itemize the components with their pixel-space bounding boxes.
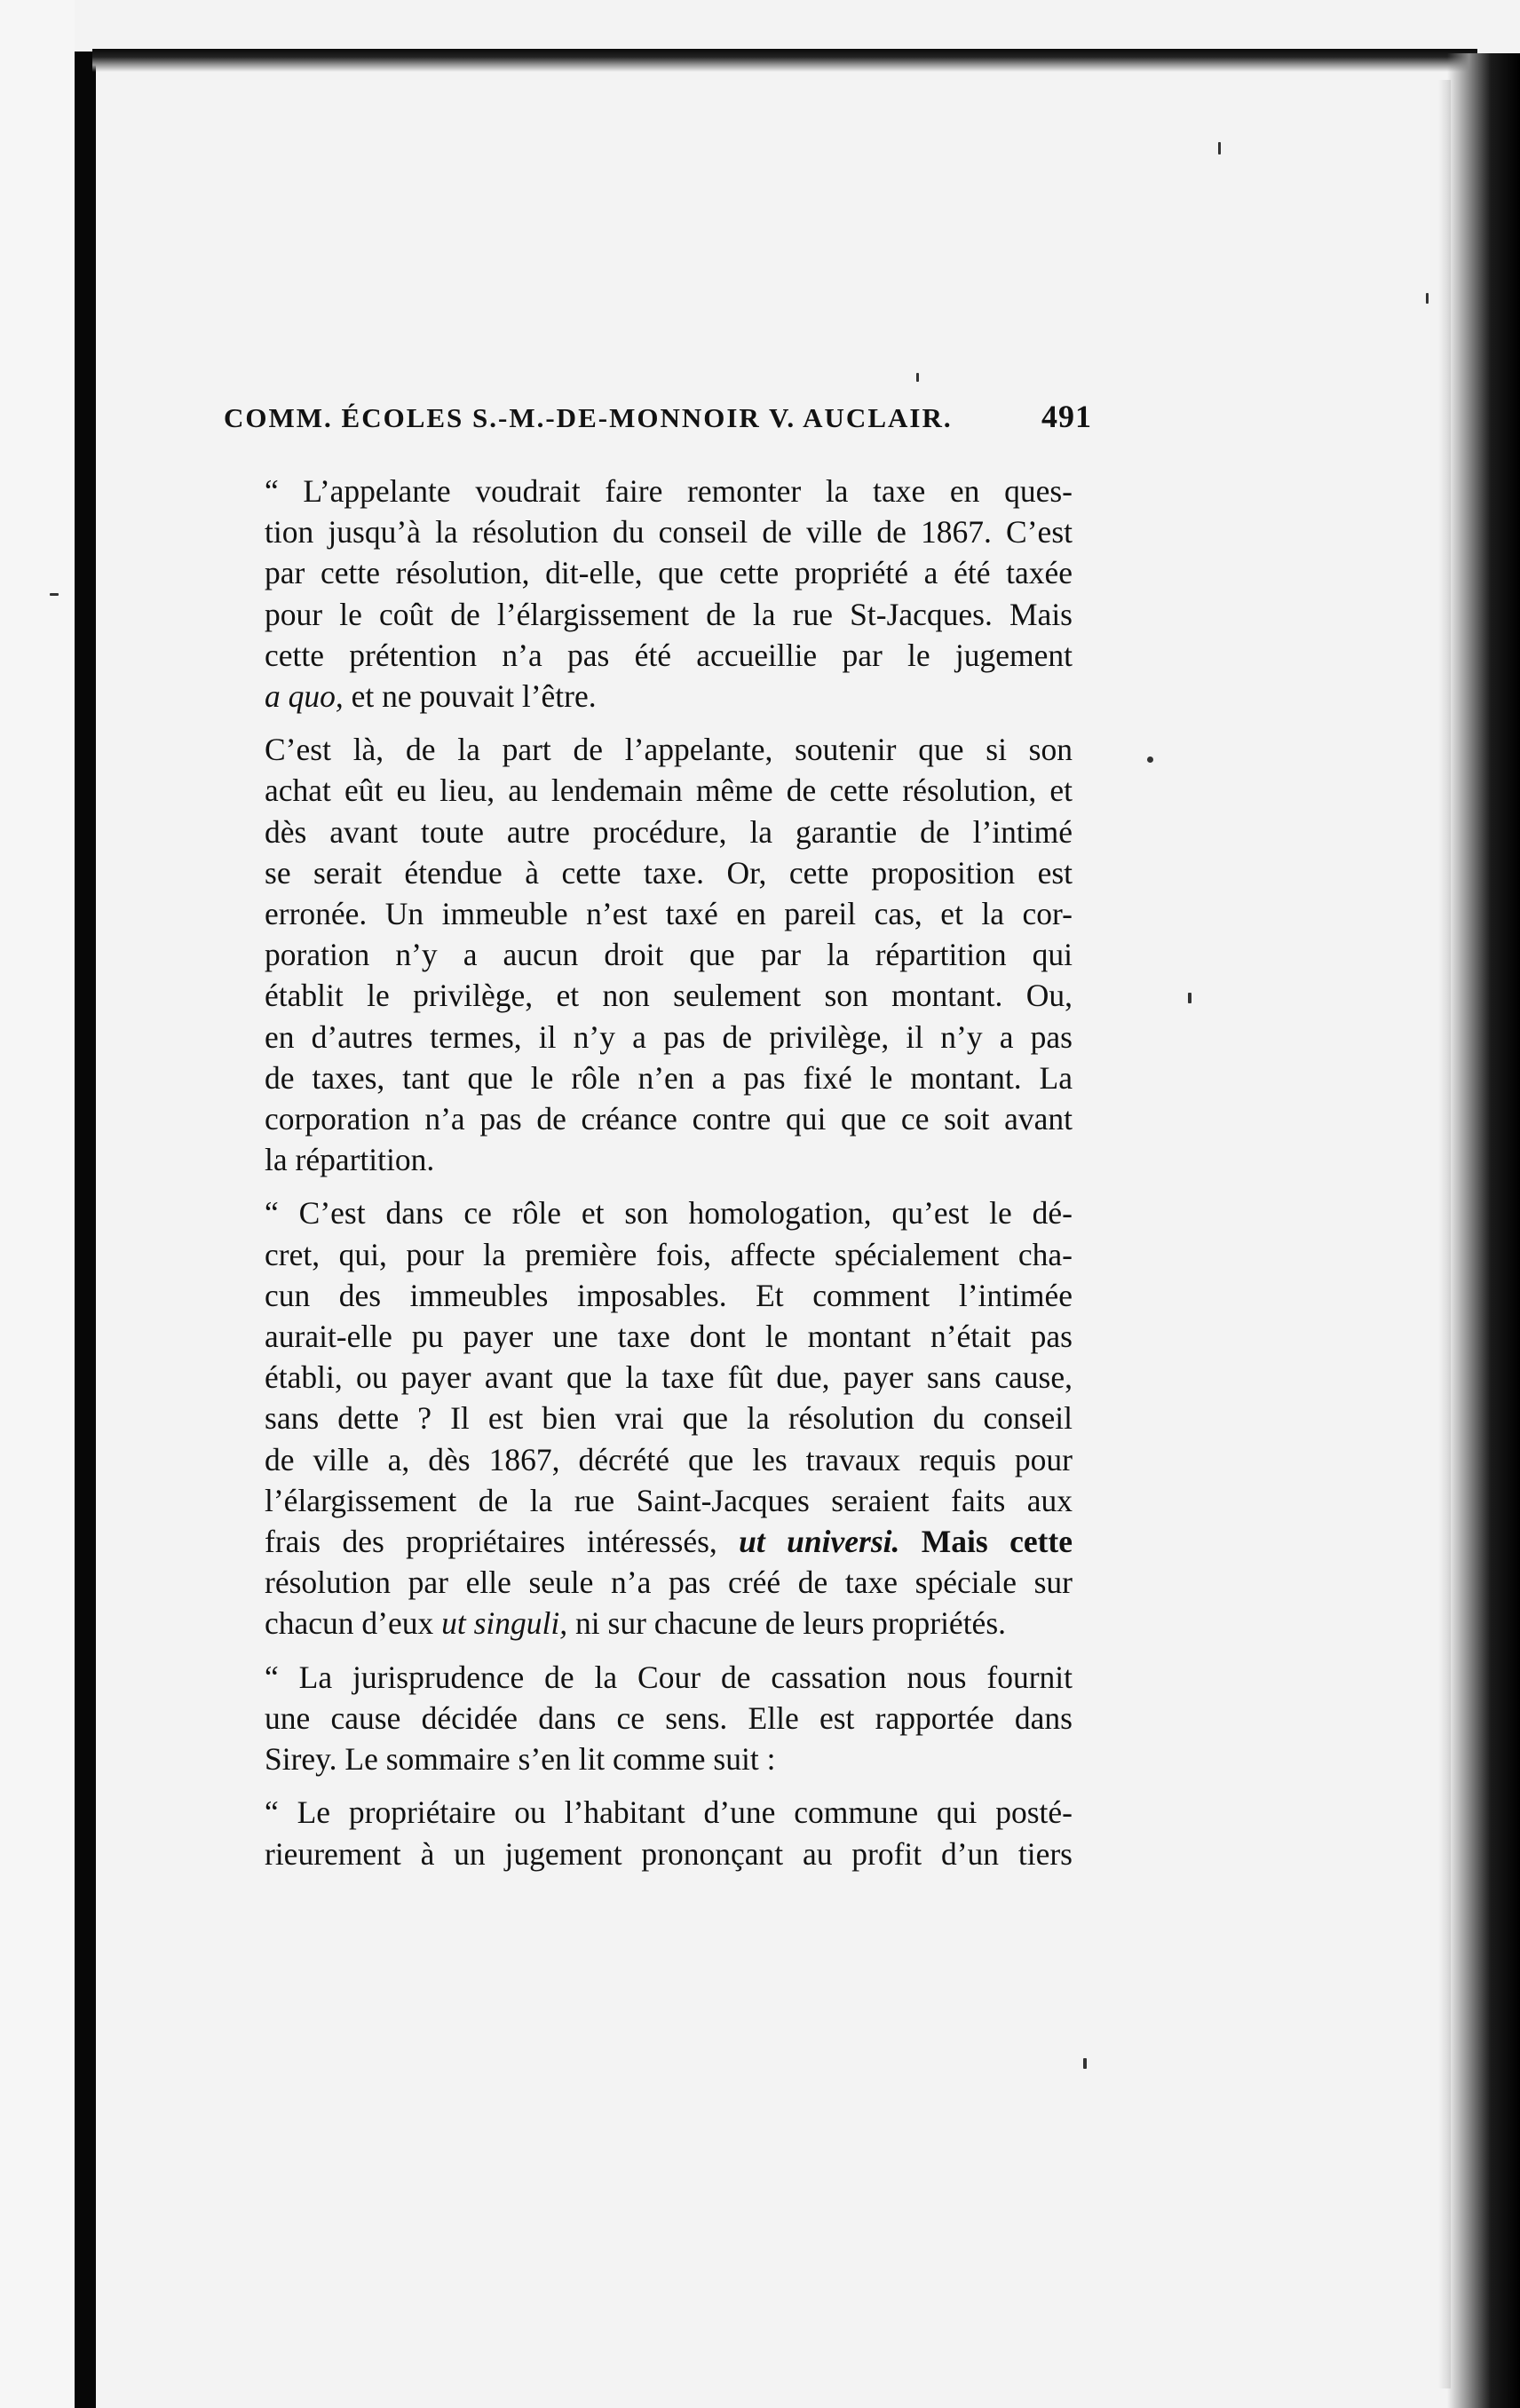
scan-speck xyxy=(1218,142,1221,154)
binding-shadow-bar xyxy=(75,51,96,2408)
text-line: la répartition. xyxy=(265,1142,435,1178)
right-page-edge-highlight xyxy=(1438,80,1451,2388)
text-line: cret, qui, pour la première fois, affecte spécialement cha- xyxy=(265,1236,1073,1272)
text-line: se serait étendue à cette taxe. Or, cette proposition est xyxy=(265,854,1073,891)
text-line: cun des immeubles imposables. Et comment l’intimée xyxy=(265,1277,1073,1313)
text-line: une cause décidée dans ce sens. Elle est rapportée dans xyxy=(265,1699,1073,1736)
text-fragment: Mais cette xyxy=(899,1524,1073,1560)
paragraph-3 xyxy=(224,1192,1073,1644)
text-line: “ L’appelante voudrait faire remonter la taxe en ques- xyxy=(265,473,1073,509)
text-line: en d’autres termes, il n’y a pas de privilège, il n’y a pas xyxy=(265,1018,1073,1055)
text-line: “ Le propriétaire ou l’habitant d’une commune qui posté- xyxy=(265,1794,1073,1831)
scan-speck xyxy=(1188,993,1191,1003)
page-number: 491 xyxy=(1041,399,1092,434)
text-fragment: chacun d’eux xyxy=(265,1605,442,1642)
body-text xyxy=(224,471,1073,1874)
scan-speck xyxy=(916,373,919,382)
scan-speck xyxy=(1147,756,1153,763)
text-line: sans dette ? Il est bien vrai que la résolution du conseil xyxy=(265,1400,1073,1437)
text-line: tion jusqu’à la résolution du conseil de ville de 1867. C’est xyxy=(265,514,1073,551)
running-header xyxy=(224,398,1092,451)
text-line: achat eût eu lieu, au lendemain même de cette résolution, et xyxy=(265,772,1073,809)
paragraph-2 xyxy=(224,729,1073,1180)
running-title: COMM. ÉCOLES S.-M.-DE-MONNOIR V. AUCLAIR. xyxy=(224,402,953,433)
text-line: établit le privilège, et non seulement son montant. Ou, xyxy=(265,978,1073,1014)
text-fragment: ni sur chacune de leurs propriétés. xyxy=(567,1605,1007,1642)
text-line: cette prétention n’a pas été accueillie par le jugement xyxy=(265,637,1073,673)
paragraph-5 xyxy=(224,1792,1073,1873)
text-line: de taxes, tant que le rôle n’en a pas fixé le montant. La xyxy=(265,1059,1073,1096)
text-line xyxy=(224,1521,1073,1562)
italic-phrase: ut universi. xyxy=(739,1524,900,1560)
text-line: par cette résolution, dit-elle, que cette propriété a été taxée xyxy=(265,555,1073,591)
text-line: C’est là, de la part de l’appelante, soutenir que si son xyxy=(265,732,1073,768)
right-page-edge xyxy=(1447,53,1520,2408)
text-line: rieurement à un jugement prononçant au profit d’un tiers xyxy=(265,1835,1073,1872)
text-line: “ C’est dans ce rôle et son homologation, qu’est le dé- xyxy=(265,1195,1073,1232)
text-line: Sirey. Le sommaire s’en lit comme suit : xyxy=(265,1741,776,1778)
scan-speck xyxy=(1083,2058,1087,2069)
text-line: poration n’y a aucun droit que par la répartition qui xyxy=(265,937,1073,973)
text-line: erronée. Un immeuble n’est taxé en pareil cas, et la cor- xyxy=(265,896,1073,932)
left-margin-strip xyxy=(0,0,75,2408)
top-page-edge xyxy=(92,49,1477,72)
paragraph-1 xyxy=(224,471,1073,717)
text-line: “ La jurisprudence de la Cour de cassation nous fournit xyxy=(265,1659,1073,1695)
text-line xyxy=(224,676,1073,717)
text-line: aurait-elle pu payer une taxe dont le montant n’était pas xyxy=(265,1319,1073,1355)
text-line: établi, ou payer avant que la taxe fût due, payer sans cause, xyxy=(265,1359,1073,1396)
text-line: dès avant toute autre procédure, la garantie de l’intimé xyxy=(265,813,1073,850)
italic-phrase: ut singuli, xyxy=(441,1605,568,1642)
text-line: de ville a, dès 1867, décrété que les travaux requis pour xyxy=(265,1441,1073,1477)
scan-speck xyxy=(50,593,59,596)
text-line: corporation n’a pas de créance contre qui que ce soit avant xyxy=(265,1101,1073,1137)
italic-phrase: a quo, xyxy=(265,678,344,715)
text-line: l’élargissement de la rue Saint-Jacques seraient faits aux xyxy=(265,1482,1073,1518)
scan-speck xyxy=(1426,293,1429,304)
text-line: pour le coût de l’élargissement de la rue St-Jacques. Mais xyxy=(265,596,1073,632)
paragraph-4 xyxy=(224,1657,1073,1780)
text-fragment: et ne pouvait l’être. xyxy=(343,678,597,715)
text-fragment: frais des propriétaires intéressés, xyxy=(265,1524,740,1560)
text-line xyxy=(224,1603,1073,1644)
text-line: résolution par elle seule n’a pas créé de taxe spéciale sur xyxy=(265,1564,1073,1601)
